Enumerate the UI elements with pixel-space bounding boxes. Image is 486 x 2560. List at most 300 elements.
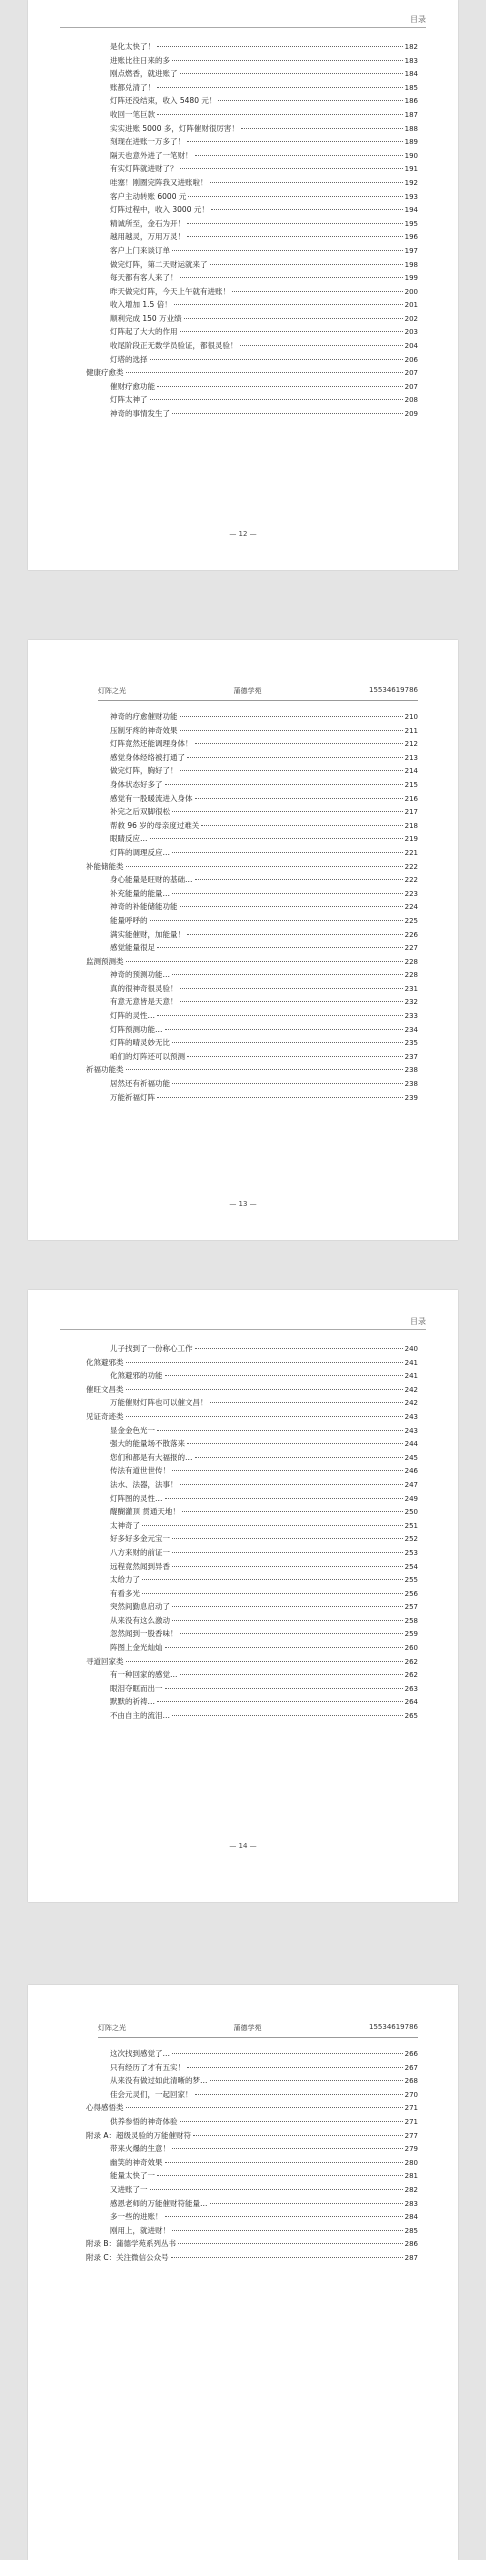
entry-page-number: 259 [404,1630,418,1639]
entry-page-number: 208 [404,396,418,405]
dot-leader [172,1552,403,1553]
entry-title: 祈福功能类 [86,1065,124,1075]
dot-leader [157,1430,403,1431]
dot-leader [187,1056,403,1057]
running-header: 目录 [410,1317,426,1326]
phone-number: 15534619786 [369,686,418,694]
dot-leader [172,811,403,812]
toc-section-entry [86,955,418,969]
entry-page-number: 256 [404,1589,418,1598]
entry-page-number: 215 [404,780,418,789]
entry-page-number: 228 [404,957,418,966]
entry-page-number: 214 [404,767,418,776]
dot-leader [165,2162,403,2163]
running-header [98,686,418,696]
entry-page-number: 197 [404,246,418,255]
dot-leader [126,1661,403,1662]
toc-entry [86,1532,418,1546]
entry-page-number: 223 [404,889,418,898]
entry-title: 收入增加 1.5 倍！ [110,300,172,310]
entry-title: 强大的能量场不散落来 [110,1439,185,1449]
dot-leader [187,141,403,142]
entry-title: 收尾阶段正无数学员验证，都很灵验！ [110,341,238,351]
phone-number: 15534619786 [369,2023,418,2031]
toc-entry [86,162,418,176]
dot-leader [165,1688,403,1689]
entry-title: 灯阵竟然还能调理身体！ [110,739,193,749]
toc-entry [86,1464,418,1478]
entry-page-number: 217 [404,808,418,817]
toc-section-entry [86,1356,418,1370]
dot-leader [126,866,403,867]
toc-page-13 [28,640,458,1240]
entry-title: 有一种回家的感觉… [110,1670,178,1680]
entry-title: 寻道回家类 [86,1656,124,1666]
dot-leader [172,60,403,61]
dot-leader [178,2243,403,2244]
dot-leader [157,87,403,88]
entry-page-number: 194 [404,206,418,215]
dot-leader [172,1470,403,1471]
toc-entry [86,380,418,394]
dot-leader [157,46,403,47]
entry-page-number: 212 [404,740,418,749]
dot-leader [180,1633,403,1634]
dot-leader [187,236,403,237]
toc-section-entry [86,2101,418,2115]
toc-entry [86,2088,418,2102]
toc-entry [86,1437,418,1451]
entry-title: 好多好多金元宝一 [110,1534,170,1544]
dot-leader [240,345,403,346]
dot-leader [187,757,403,758]
dot-leader [180,1484,403,1485]
dot-leader [172,974,403,975]
entry-page-number: 186 [404,97,418,106]
dot-leader [150,2189,403,2190]
toc-entry [86,751,418,765]
entry-title: 附录 A：超级灵验的万能催财符 [86,2130,192,2140]
entry-page-number: 198 [404,260,418,269]
toc-entry [86,407,418,421]
toc-entry [86,1641,418,1655]
toc-entry [86,190,418,204]
entry-title: 健康疗愈类 [86,368,124,378]
entry-title: 灯阵过程中，收入 3000 元！ [110,205,209,215]
toc-entry [86,1546,418,1560]
dot-leader [195,879,403,880]
toc-entry [86,982,418,996]
entry-page-number: 237 [404,1052,418,1061]
entry-title: 灯阵起了大大的作用 [110,327,178,337]
toc-entry [86,724,418,738]
toc-entry [86,1600,418,1614]
toc-entry [86,2224,418,2238]
entry-title: 咱们的灯阵还可以预测 [110,1051,185,1061]
entry-title: 满实能催财，加能量！ [110,929,185,939]
entry-title: 万能催财灯阵也可以催文昌！ [110,1398,208,1408]
toc-entry [86,819,418,833]
toc-entry [86,1342,418,1356]
entry-page-number: 260 [404,1644,418,1653]
entry-title: 居然还有祈福功能 [110,1079,170,1089]
toc-entry [86,805,418,819]
toc-entry [86,764,418,778]
publisher: 蒲德学苑 [233,687,262,695]
entry-page-number: 185 [404,83,418,92]
entry-title: 眼睛反应… [110,834,148,844]
entry-page-number: 231 [404,984,418,993]
toc-entry [86,2047,418,2061]
entry-title: 法水、法器，法事！ [110,1479,178,1489]
header-rule [98,2037,418,2038]
toc-entry [86,1682,418,1696]
entry-title: 附录 C：关注微信公众号 [86,2252,169,2262]
dot-leader [157,2175,403,2176]
dot-leader [172,893,403,894]
entry-page-number: 277 [404,2131,418,2140]
entry-page-number: 232 [404,998,418,1007]
dot-leader [195,1457,403,1458]
entry-title: 醍醐灌顶 贯通天地！ [110,1507,180,1517]
dot-leader [126,1069,403,1070]
toc-entry [86,900,418,914]
dot-leader [172,1566,403,1567]
entry-title: 刚用上，就进财！ [110,2225,170,2235]
entry-title: 神奇的疗愈催财功能 [110,712,178,721]
entry-page-number: 250 [404,1508,418,1517]
entry-title: 客户上门来谈订单 [110,245,170,255]
toc-entry [86,81,418,95]
dot-leader [195,155,403,156]
toc-entry [86,353,418,367]
entry-title: 隔天也意外进了一笔财！ [110,150,193,160]
dot-leader [172,1042,403,1043]
toc-entry [86,928,418,942]
dot-leader [172,1606,403,1607]
entry-page-number: 193 [404,192,418,201]
entry-page-number: 240 [404,1345,418,1353]
dot-leader [171,2257,403,2258]
entry-page-number: 195 [404,219,418,228]
entry-page-number: 224 [404,903,418,912]
toc-entry [86,54,418,68]
toc-entry [86,887,418,901]
entry-title: 儿子找到了一份称心工作 [110,1344,193,1353]
entry-title: 顺利完成 150 万业绩 [110,313,182,323]
entry-title: 能量呼呼的 [110,915,148,925]
entry-page-number: 243 [404,1426,418,1435]
entry-title: 灯阵的晴灵妙无比 [110,1038,170,1048]
entry-title: 灯阵的灵性… [110,1011,155,1021]
dot-leader [187,2067,403,2068]
toc-section-entry [86,2237,418,2251]
toc-entry [86,2061,418,2075]
toc-entry [86,122,418,136]
publisher: 蒲德学苑 [233,2024,262,2032]
entry-page-number: 271 [404,2104,418,2113]
entry-page-number: 190 [404,151,418,160]
entry-page-number: 280 [404,2158,418,2167]
dot-leader [142,1579,403,1580]
dot-leader [210,2203,403,2204]
dot-leader [211,209,403,210]
entry-title: 有意无意皆是天意！ [110,997,178,1007]
entry-page-number: 283 [404,2199,418,2208]
toc-entry [86,1519,418,1533]
entry-title: 灯阵的调理反应… [110,847,170,857]
entry-title: 见证奇迹类 [86,1411,124,1421]
entry-page-number: 268 [404,2077,418,2086]
dot-leader [210,264,403,265]
entry-page-number: 207 [404,382,418,391]
entry-title: 八方来财的前证一 [110,1547,170,1557]
toc-entry [86,941,418,955]
toc-entry [86,217,418,231]
book-title: 灯阵之光 [98,687,126,695]
entry-page-number: 285 [404,2226,418,2235]
entry-page-number: 225 [404,916,418,925]
toc-entry [86,1023,418,1037]
entry-page-number: 251 [404,1521,418,1530]
dot-leader [165,1375,403,1376]
dot-leader [201,825,402,826]
entry-page-number: 242 [404,1399,418,1408]
running-header [98,2023,418,2033]
entry-page-number: 203 [404,328,418,337]
toc-entry [86,1050,418,1064]
toc-entries [86,40,418,421]
entry-title: 有实灯阵就进财了？ [110,164,178,174]
entry-title: 进账比往日来的多 [110,55,170,65]
dot-leader [172,1083,403,1084]
entry-page-number: 244 [404,1440,418,1449]
entry-title: 只有经历了才有五实！ [110,2062,185,2072]
entry-title: 刚点燃香，就进账了 [110,69,178,79]
entry-title: 心得感悟类 [86,2103,124,2113]
toc-entry [86,149,418,163]
toc-entry [86,778,418,792]
entry-page-number: 211 [404,726,418,735]
toc-entry [86,737,418,751]
entry-title: 忽然闻到一股香味！ [110,1629,178,1639]
toc-entries [86,710,418,1104]
page-number: — 12 — [229,530,257,538]
entry-title: 化煞避邪类 [86,1357,124,1367]
entry-title: 灯阵太神了 [110,395,148,405]
toc-entry [86,1424,418,1438]
entry-page-number: 191 [404,165,418,174]
entry-page-number: 187 [404,110,418,119]
entry-page-number: 227 [404,944,418,953]
toc-section-entry [86,2251,418,2265]
entry-page-number: 252 [404,1535,418,1544]
toc-section-entry [86,366,418,380]
toc-entry [86,1492,418,1506]
entry-title: 账都兑清了！ [110,82,155,92]
entry-page-number: 183 [404,56,418,65]
dot-leader [180,988,403,989]
toc-entry [86,1036,418,1050]
toc-entry [86,94,418,108]
entry-title: 传法有道世世传！ [110,1466,170,1476]
entry-page-number: 255 [404,1576,418,1585]
entry-page-number: 199 [404,274,418,283]
dot-leader [193,2135,403,2136]
entry-page-number: 286 [404,2240,418,2249]
entry-title: 从来没有做过如此清晰的梦… [110,2076,208,2086]
dot-leader [180,770,403,771]
entry-title: 从来没有这么激动 [110,1615,170,1625]
toc-entry [86,2156,418,2170]
entry-title: 精诚所至，金石为开！ [110,218,185,228]
entry-page-number: 284 [404,2213,418,2222]
toc-entry [86,1505,418,1519]
toc-entry [86,995,418,1009]
entry-page-number: 222 [404,862,418,871]
running-header: 目录 [410,15,426,24]
dot-leader [126,1362,403,1363]
toc-entry [86,832,418,846]
entry-title: 催财疗愈功能 [110,381,155,391]
dot-leader [150,399,403,400]
toc-page-15 [28,1985,458,2560]
entry-page-number: 213 [404,753,418,762]
entry-title: 感恩老师的万能催财符能量… [110,2198,208,2208]
entry-page-number: 218 [404,821,418,830]
dot-leader [182,1511,403,1512]
toc-entry [86,2197,418,2211]
entry-title: 实实进账 5000 多，灯阵催财很厉害！ [110,123,239,133]
entry-page-number: 242 [404,1385,418,1394]
toc-entry [86,2115,418,2129]
entry-page-number: 204 [404,342,418,351]
entry-page-number: 249 [404,1494,418,1503]
entry-page-number: 267 [404,2063,418,2072]
entry-title: 又进账了一 [110,2184,148,2194]
entry-page-number: 241 [404,1358,418,1367]
entry-title: 哇塞！刚圈完阵我又进账啦！ [110,177,208,187]
dot-leader [172,250,403,251]
entry-title: 压制牙疼的神奇效果 [110,725,178,735]
dot-leader [180,331,403,332]
toc-entry [86,914,418,928]
dot-leader [188,196,402,197]
entry-page-number: 238 [404,1080,418,1089]
entry-page-number: 279 [404,2145,418,2154]
header-rule [98,700,418,701]
page-number: — 13 — [229,1200,257,1208]
dot-leader [126,372,403,373]
entry-page-number: 210 [404,713,418,721]
dot-leader [210,1402,403,1403]
entry-title: 幽笑的神奇效果 [110,2157,163,2167]
dot-leader [172,2148,403,2149]
toc-entry [86,339,418,353]
entry-title: 身心能量是旺财的基础… [110,875,193,885]
dot-leader [172,2230,403,2231]
dot-leader [172,852,403,853]
dot-leader [195,743,403,744]
dot-leader [172,1620,403,1621]
toc-entry [86,67,418,81]
toc-entry [86,1009,418,1023]
toc-entry [86,1451,418,1465]
dot-leader [150,838,403,839]
entry-page-number: 221 [404,848,418,857]
toc-entry [86,873,418,887]
dot-leader [142,1593,403,1594]
entry-page-number: 201 [404,301,418,310]
dot-leader [180,730,403,731]
toc-entry [86,176,418,190]
entry-page-number: 266 [404,2050,418,2058]
entry-page-number: 192 [404,178,418,187]
dot-leader [195,1348,403,1349]
toc-entry [86,1077,418,1091]
entry-title: 灯塔的选择 [110,354,148,364]
dot-leader [126,2107,403,2108]
entry-title: 监测预测类 [86,956,124,966]
toc-entry [86,1573,418,1587]
entry-title: 您们和都是有大福报的… [110,1452,193,1462]
toc-section-entry [86,2129,418,2143]
dot-leader [210,2080,403,2081]
entry-title: 每天都有客人来了！ [110,273,178,283]
entry-page-number: 282 [404,2185,418,2194]
toc-entry [86,312,418,326]
dot-leader [165,2216,403,2217]
toc-entry [86,258,418,272]
entry-title: 神奇的补能储能功能 [110,902,178,912]
entry-page-number: 209 [404,410,418,419]
dot-leader [165,1647,403,1648]
toc-entry [86,285,418,299]
entry-page-number: 233 [404,1012,418,1021]
entry-page-number: 262 [404,1671,418,1680]
dot-leader [184,318,403,319]
toc-entry [86,968,418,982]
entry-title: 默默的祈祷… [110,1697,155,1707]
dot-leader [165,784,403,785]
entry-page-number: 234 [404,1025,418,1034]
dot-leader [165,1498,403,1499]
entry-page-number: 216 [404,794,418,803]
toc-entries [86,2047,418,2265]
toc-entry [86,230,418,244]
toc-entry [86,792,418,806]
entry-title: 帮救 96 岁的母亲度过难关 [110,820,200,830]
entry-title: 客户主动转账 6000 元 [110,191,187,201]
entry-title: 这次找到感觉了… [110,2049,170,2058]
entry-title: 刻现在进账一万多了！ [110,137,185,147]
entry-title: 补能储能类 [86,861,124,871]
toc-entry [86,1369,418,1383]
toc-section-entry [86,1383,418,1397]
toc-entry [86,1614,418,1628]
entry-title: 附录 B：蒲德学苑系列丛书 [86,2239,177,2249]
entry-page-number: 228 [404,971,418,980]
entry-page-number: 182 [404,43,418,51]
toc-entry [86,298,418,312]
toc-entry [86,325,418,339]
toc-entry [86,1587,418,1601]
entry-page-number: 238 [404,1066,418,1075]
toc-entry [86,271,418,285]
entry-title: 供养参悟的神奇体验 [110,2116,178,2126]
toc-section-entry [86,1063,418,1077]
dot-leader [187,223,403,224]
